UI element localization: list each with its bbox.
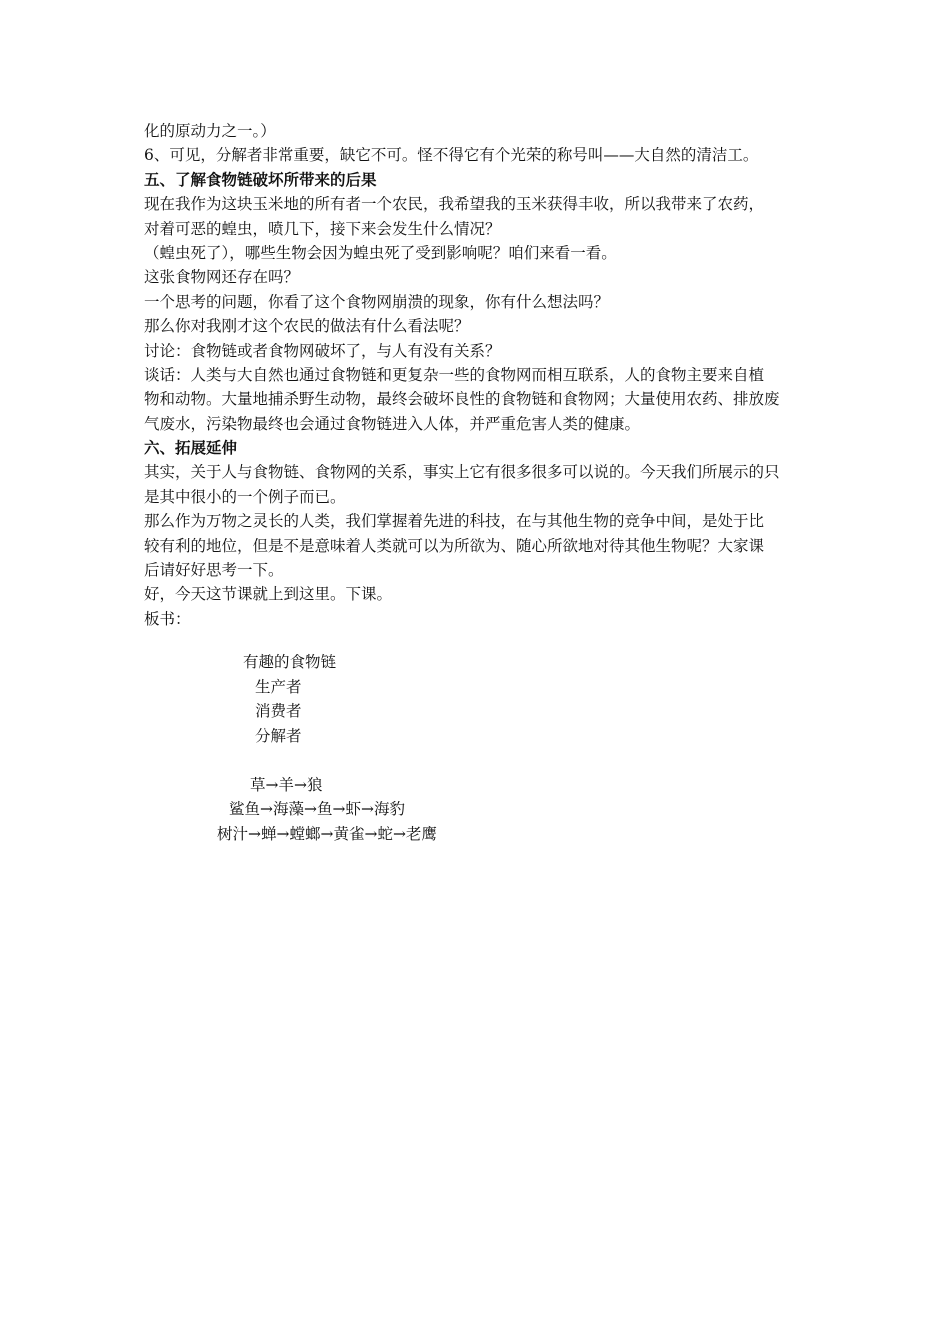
paragraph-line: 较有利的地位，但是不是意味着人类就可以为所欲为、随心所欲地对待其他生物呢？大家课 (144, 536, 765, 555)
paragraph-line: 讨论：食物链或者食物网破坏了，与人有没有关系？ (144, 341, 501, 360)
paragraph-line: 那么你对我刚才这个农民的做法有什么看法呢？ (144, 317, 470, 336)
paragraph-line: 现在我作为这块玉米地的所有者一个农民，我希望我的玉米获得丰收，所以我带来了农药， (144, 195, 765, 214)
text-flow (144, 119, 814, 631)
document-body (144, 119, 814, 631)
paragraph-line: （蝗虫死了），哪些生物会因为蝗虫死了受到影响呢？咱们来看一看。 (144, 243, 617, 262)
paragraph-line: 6、可见，分解者非常重要，缺它不可。怪不得它有个光荣的称号叫——大自然的清洁工。 (144, 146, 759, 165)
paragraph-line: 后请好好思考一下。 (144, 561, 284, 580)
board-chain-grassland: 草→羊→狼 (250, 776, 323, 794)
board-chain-tree: 树汁→蝉→螳螂→黄雀→蛇→老鹰 (217, 825, 437, 843)
paragraph-line: 物和动物。大量地捕杀野生动物，最终会破坏良性的食物链和食物网；大量使用农药、排放废 (144, 390, 780, 409)
board-role-consumer: 消费者 (255, 702, 302, 720)
paragraph-line: 其实，关于人与食物链、食物网的关系，事实上它有很多很多可以说的。今天我们所展示的只 (144, 463, 780, 482)
paragraph-line: 是其中很小的一个例子而已。 (144, 487, 346, 506)
board-title: 有趣的食物链 (243, 653, 337, 671)
section-heading: 五、了解食物链破坏所带来的后果 (144, 169, 377, 189)
paragraph-line: 谈话：人类与大自然也通过食物链和更复杂一些的食物网而相互联系，人的食物主要来自植 (144, 365, 765, 384)
paragraph-line: 一个思考的问题，你看了这个食物网崩溃的现象，你有什么想法吗？ (144, 292, 610, 311)
board-role-producer: 生产者 (255, 678, 302, 696)
paragraph-line: 对着可恶的蝗虫，喷几下，接下来会发生什么情况？ (144, 219, 501, 238)
paragraph-line: 这张食物网还存在吗？ (144, 268, 300, 287)
section-heading: 六、拓展延伸 (144, 438, 238, 458)
board-chain-ocean: 鲨鱼→海藻→鱼→虾→海豹 (229, 800, 405, 818)
paragraph-line: 板书： (144, 609, 191, 628)
paragraph-line: 化的原动力之一。） (144, 122, 276, 140)
board-role-decomposer: 分解者 (255, 727, 302, 745)
paragraph-line: 好，今天这节课就上到这里。下课。 (144, 585, 393, 604)
paragraph-line: 气废水，污染物最终也会通过食物链进入人体，并严重危害人类的健康。 (144, 414, 641, 433)
paragraph-line: 那么作为万物之灵长的人类，我们掌握着先进的科技，在与其他生物的竞争中间，是处于比 (144, 512, 765, 531)
